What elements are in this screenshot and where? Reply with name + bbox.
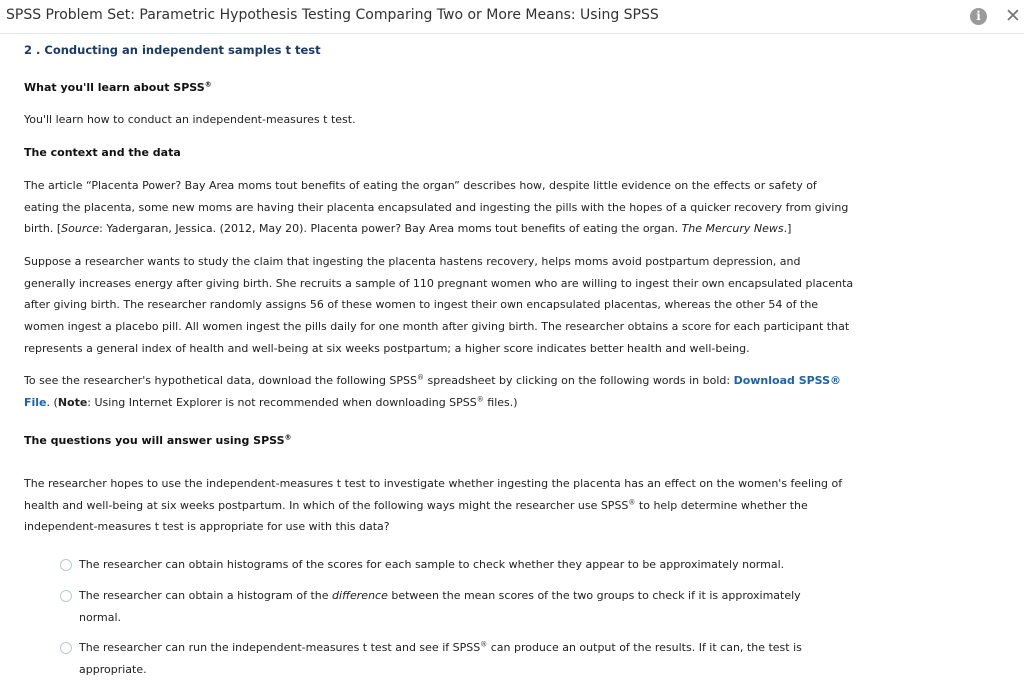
citation-text: : Yadergaran, Jessica. (2012, May 20). Placenta power? Bay Area moms tout benefits of eating the organ.: [99, 222, 682, 236]
questions-heading-text: The questions you will answer using SPSS: [24, 434, 285, 447]
note-text: : Using Internet Explorer is not recommended when downloading SPSS: [87, 395, 477, 409]
opt3-text-b: can produce an output of the results. If it can, the test is appropriate.: [79, 641, 802, 676]
context-heading: The context and the data: [24, 146, 181, 159]
radio-button[interactable]: [60, 559, 72, 571]
question-text: [24, 473, 854, 538]
download-text-2: spreadsheet by clicking on the following words in bold:: [424, 374, 734, 387]
download-text: To see the researcher's hypothetical data, download the following SPSS: [24, 374, 418, 387]
registered-mark: ®: [628, 498, 636, 507]
article-text: The article “Placenta Power? Bay Area moms tout benefits of eating the organ” describes how, despite little evidence on the effects or safety of eating the placenta, some new moms are having their placenta encapsulated and ingesting the pills with the hopes of a quicker recovery from giving birth. [: [24, 179, 849, 236]
citation-end: .]: [783, 222, 792, 236]
note-text-end: files.): [483, 395, 518, 409]
registered-mark: ®: [284, 433, 292, 442]
download-paragraph: [24, 370, 854, 413]
learn-heading: [24, 81, 212, 94]
info-icon[interactable]: i: [970, 8, 987, 25]
answer-option-3-text[interactable]: [79, 637, 839, 680]
download-text-3: . (: [46, 395, 58, 409]
question-text-a: The researcher hopes to use the independent-measures t test to investigate whether ingesting the placenta has an effect on the women's feeling of health and well-being at six weeks postpartum. In which of the following ways might the researcher use SPSS: [24, 477, 843, 512]
radio-button[interactable]: [60, 590, 72, 602]
download-spss-file-link[interactable]: Download SPSS® File: [24, 374, 842, 409]
registered-mark: ®: [476, 395, 484, 404]
radio-button[interactable]: [60, 642, 72, 654]
study-paragraph: Suppose a researcher wants to study the claim that ingesting the placenta hastens recovery, helps moms avoid postpartum depression, and generally increases energy after giving birth. She recruits a sample of 110 pregnant women who are willing to ingest their own encapsulated placenta after giving birth. The researcher randomly assigns 56 of these women to ingest their own encapsulated placentas, whereas the other 54 of the women ingest a placebo pill. All women ingest the pills daily for one month after giving birth. The researcher obtains a score for each participant that represents a general index of health and well-being at six weeks postpartum; a higher score indicates better health and well-being.: [24, 255, 854, 355]
article-paragraph: [24, 175, 854, 240]
opt2-emphasis: difference: [332, 589, 388, 602]
learn-text: You'll learn how to conduct an independent-measures t test.: [24, 113, 356, 126]
note-label: Note: [57, 395, 88, 409]
opt2-text-a: The researcher can obtain a histogram of the: [79, 589, 333, 602]
journal-name: The Mercury News: [681, 222, 784, 236]
registered-mark: ®: [480, 640, 488, 649]
learn-heading-text: What you'll learn about SPSS: [24, 81, 205, 94]
window-title: SPSS Problem Set: Parametric Hypothesis Testing Comparing Two or More Means: Using SPSS: [6, 7, 659, 23]
question-text-b: to help determine whether the independent-measures t test is appropriate for use with this data?: [24, 498, 808, 534]
questions-heading: [24, 434, 292, 447]
title-bar: [0, 0, 1024, 34]
opt2-text-b: between the mean scores of the two groups to check if it is approximately normal.: [79, 589, 801, 624]
opt3-text-a: The researcher can run the independent-measures t test and see if SPSS: [79, 641, 481, 654]
answer-option-2-text[interactable]: [79, 585, 839, 628]
registered-mark: ®: [204, 80, 212, 89]
close-icon[interactable]: ✕: [1005, 5, 1021, 27]
source-label: Source: [61, 222, 100, 236]
registered-mark: ®: [417, 373, 425, 382]
answer-option-1-text[interactable]: The researcher can obtain histograms of the scores for each sample to check whether they appear to be approximately normal.: [79, 558, 785, 571]
section-title: 2 . Conducting an independent samples t test: [24, 43, 321, 57]
